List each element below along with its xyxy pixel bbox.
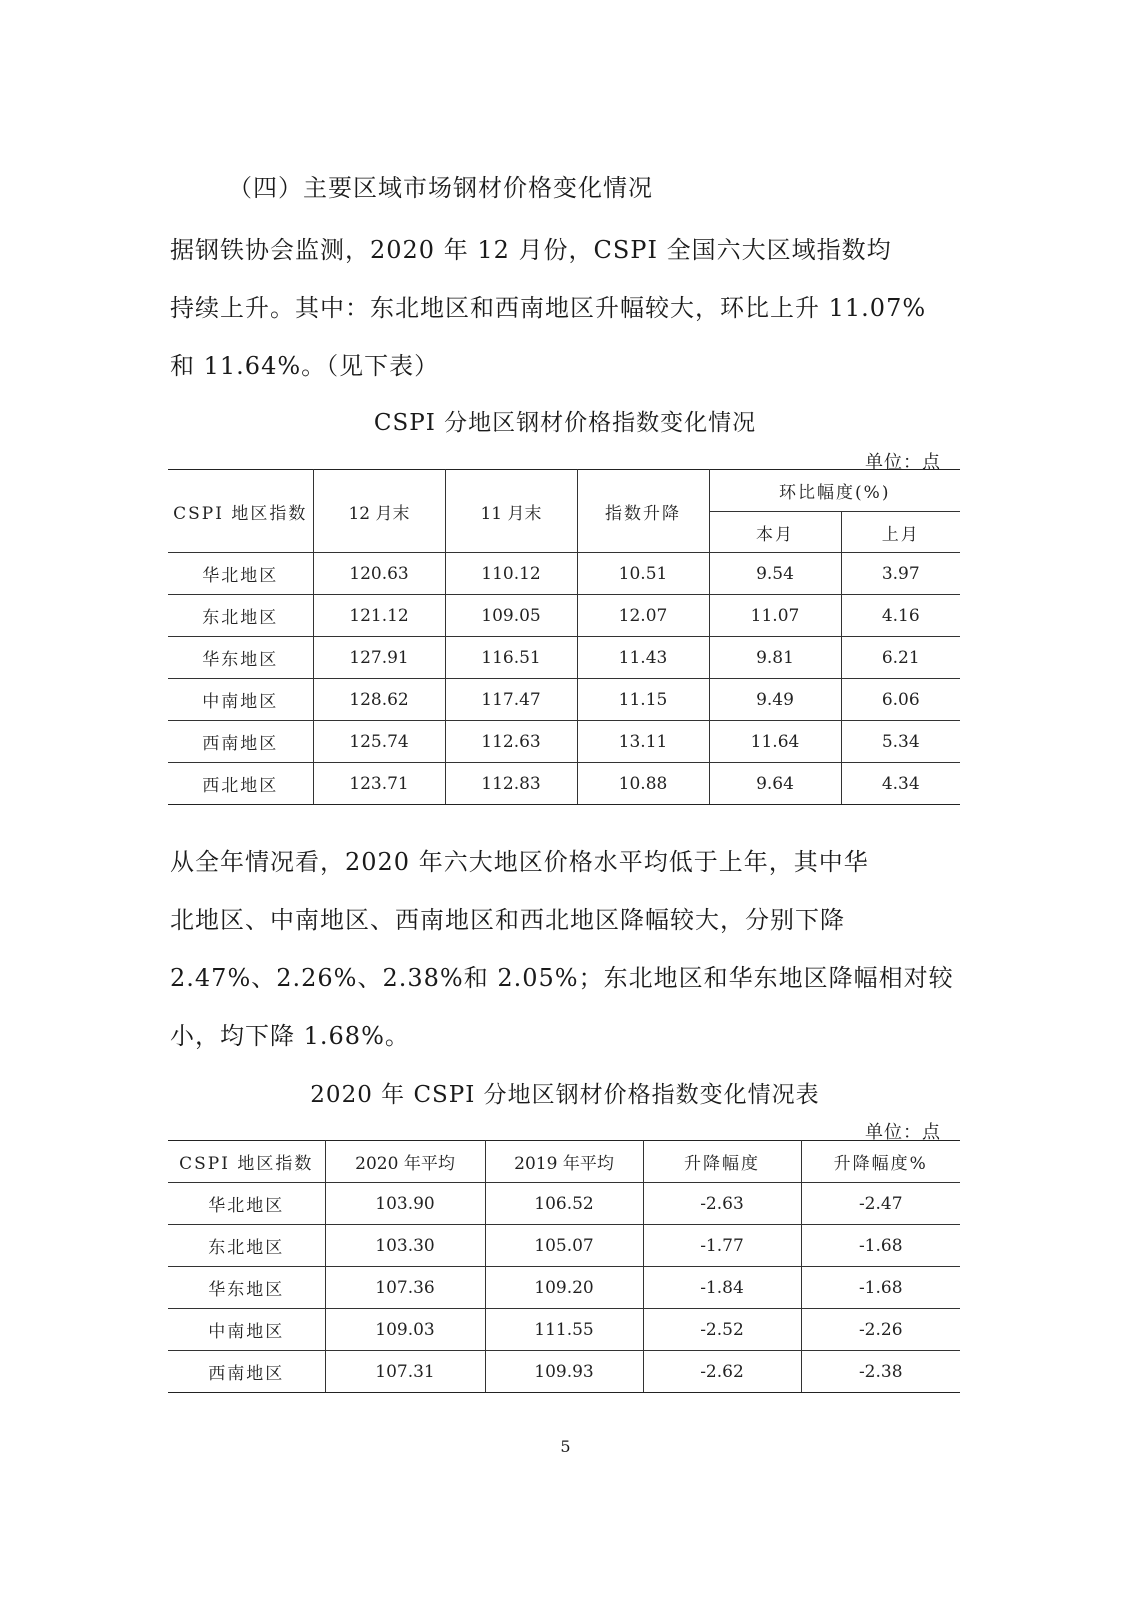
value-cell: 11.15 (577, 679, 709, 721)
value-cell: 123.71 (313, 763, 445, 805)
header-index-change: 指数升降 (577, 470, 709, 553)
value-cell: 6.21 (841, 637, 960, 679)
table-row (168, 595, 960, 637)
value-cell: 111.55 (485, 1309, 643, 1351)
region-cell: 西南地区 (168, 1351, 325, 1393)
value-cell: -2.62 (643, 1351, 801, 1393)
table-row (168, 1267, 960, 1309)
header-this-month: 本月 (709, 512, 841, 553)
table1-title: CSPI 分地区钢材价格指数变化情况 (373, 410, 757, 436)
value-cell: 9.54 (709, 553, 841, 595)
value-cell: 109.05 (445, 595, 577, 637)
regional-index-table (168, 469, 960, 805)
value-cell: -1.68 (801, 1225, 960, 1267)
header-region: CSPI 地区指数 (168, 1141, 325, 1183)
table-row (168, 553, 960, 595)
value-cell: 12.07 (577, 595, 709, 637)
header-mom-group: 环比幅度(%) (709, 470, 960, 512)
table-row (168, 1225, 960, 1267)
table-row (168, 637, 960, 679)
paragraph2-line2: 北地区、中南地区、西南地区和西北地区降幅较大，分别下降 (170, 906, 845, 934)
value-cell: 105.07 (485, 1225, 643, 1267)
paragraph1-line2: 持续上升。其中：东北地区和西南地区升幅较大，环比上升 11.07% (170, 294, 927, 322)
value-cell: 107.31 (325, 1351, 485, 1393)
value-cell: 109.03 (325, 1309, 485, 1351)
value-cell: 112.83 (445, 763, 577, 805)
header-region: CSPI 地区指数 (168, 470, 313, 553)
value-cell: 3.97 (841, 553, 960, 595)
table1-unit: 单位：点 (865, 452, 941, 473)
value-cell: 11.07 (709, 595, 841, 637)
region-cell: 中南地区 (168, 1309, 325, 1351)
header-2020-average: 2020 年平均 (325, 1141, 485, 1183)
region-cell: 华北地区 (168, 1183, 325, 1225)
value-cell: 103.90 (325, 1183, 485, 1225)
paragraph1-line1: 据钢铁协会监测，2020 年 12 月份，CSPI 全国六大区域指数均 (170, 236, 892, 264)
header-last-month: 上月 (841, 512, 960, 553)
value-cell: -2.26 (801, 1309, 960, 1351)
value-cell: 125.74 (313, 721, 445, 763)
region-cell: 华东地区 (168, 637, 313, 679)
value-cell: 9.64 (709, 763, 841, 805)
header-2019-average: 2019 年平均 (485, 1141, 643, 1183)
region-cell: 西北地区 (168, 763, 313, 805)
header-change-percent: 升降幅度% (801, 1141, 960, 1183)
annual-index-table (168, 1140, 960, 1393)
value-cell: 109.93 (485, 1351, 643, 1393)
table2-unit: 单位：点 (865, 1122, 941, 1143)
paragraph2-line4: 小，均下降 1.68%。 (170, 1022, 410, 1050)
value-cell: 9.49 (709, 679, 841, 721)
value-cell: 109.20 (485, 1267, 643, 1309)
value-cell: 128.62 (313, 679, 445, 721)
region-cell: 华北地区 (168, 553, 313, 595)
value-cell: 11.64 (709, 721, 841, 763)
page-number: 5 (560, 1437, 571, 1456)
value-cell: -1.77 (643, 1225, 801, 1267)
value-cell: -1.68 (801, 1267, 960, 1309)
value-cell: 5.34 (841, 721, 960, 763)
region-cell: 华东地区 (168, 1267, 325, 1309)
value-cell: 120.63 (313, 553, 445, 595)
value-cell: 116.51 (445, 637, 577, 679)
value-cell: 107.36 (325, 1267, 485, 1309)
header-nov-end: 11 月末 (445, 470, 577, 553)
value-cell: 9.81 (709, 637, 841, 679)
value-cell: -2.63 (643, 1183, 801, 1225)
value-cell: 106.52 (485, 1183, 643, 1225)
value-cell: 11.43 (577, 637, 709, 679)
header-dec-end: 12 月末 (313, 470, 445, 553)
table-row (168, 1309, 960, 1351)
value-cell: 112.63 (445, 721, 577, 763)
paragraph2-line1: 从全年情况看，2020 年六大地区价格水平均低于上年，其中华 (170, 848, 869, 876)
value-cell: 103.30 (325, 1225, 485, 1267)
value-cell: 13.11 (577, 721, 709, 763)
section-heading: （四）主要区域市场钢材价格变化情况 (228, 174, 653, 202)
table-row (168, 1351, 960, 1393)
value-cell: -2.52 (643, 1309, 801, 1351)
paragraph1-line3: 和 11.64%。（见下表） (170, 352, 440, 380)
table-row (168, 721, 960, 763)
value-cell: -2.47 (801, 1183, 960, 1225)
region-cell: 东北地区 (168, 1225, 325, 1267)
value-cell: -2.38 (801, 1351, 960, 1393)
paragraph2-line3: 2.47%、2.26%、2.38%和 2.05%；东北地区和华东地区降幅相对较 (170, 964, 954, 992)
table-row (168, 1183, 960, 1225)
value-cell: 117.47 (445, 679, 577, 721)
region-cell: 东北地区 (168, 595, 313, 637)
value-cell: 10.88 (577, 763, 709, 805)
region-cell: 中南地区 (168, 679, 313, 721)
region-cell: 西南地区 (168, 721, 313, 763)
table2-title: 2020 年 CSPI 分地区钢材价格指数变化情况表 (310, 1082, 820, 1108)
value-cell: 127.91 (313, 637, 445, 679)
value-cell: 110.12 (445, 553, 577, 595)
value-cell: 4.34 (841, 763, 960, 805)
value-cell: 4.16 (841, 595, 960, 637)
value-cell: 6.06 (841, 679, 960, 721)
header-change-amount: 升降幅度 (643, 1141, 801, 1183)
value-cell: -1.84 (643, 1267, 801, 1309)
table-row (168, 763, 960, 805)
value-cell: 10.51 (577, 553, 709, 595)
table-row (168, 679, 960, 721)
value-cell: 121.12 (313, 595, 445, 637)
